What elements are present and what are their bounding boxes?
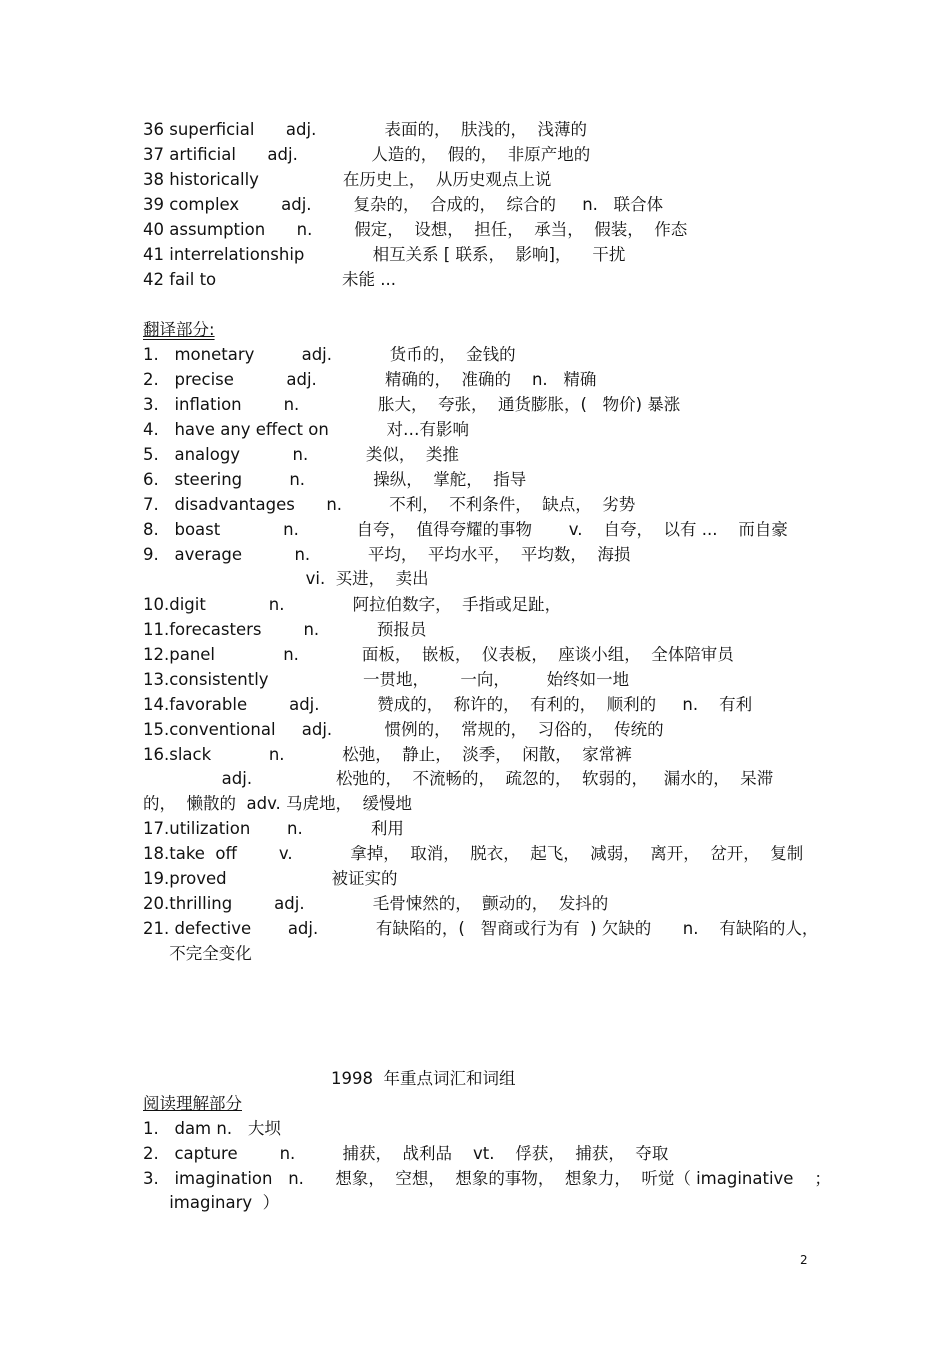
translation-item: 12.panel n. 面板， 嵌板， 仪表板， 座谈小组， 全体陪审员 [143, 645, 734, 664]
vocab-line: 37 artificial adj. 人造的， 假的， 非原产地的 [143, 145, 591, 164]
section-title-1998: 1998 年重点词汇和词组 [331, 1069, 516, 1088]
vocab-line: 42 fail to 未能 ... [143, 270, 396, 289]
vocab-line: 38 historically 在历史上， 从历史观点上说 [143, 170, 552, 189]
translation-item: 15.conventional adj. 惯例的， 常规的， 习俗的， 传统的 [143, 720, 664, 739]
reading-item: 1. dam n. 大坝 [143, 1119, 281, 1138]
translation-heading: 翻译部分: [143, 320, 215, 339]
translation-item-continuation: 不完全变化 [143, 944, 252, 963]
translation-item: 4. have any effect on 对…有影响 [143, 420, 469, 439]
vocab-line: 36 superficial adj. 表面的， 肤浅的， 浅薄的 [143, 120, 587, 139]
vocab-line: 39 complex adj. 复杂的， 合成的， 综合的 n. 联合体 [143, 195, 664, 214]
reading-item: 2. capture n. 捕获， 战利品 vt. 俘获， 捕获， 夺取 [143, 1144, 669, 1163]
translation-item: 18.take off v. 拿掉， 取消， 脱衣， 起飞， 减弱， 离开， 岔开， 复制 [143, 844, 804, 863]
translation-item: 2. precise adj. 精确的， 准确的 n. 精确 [143, 370, 597, 389]
reading-item-continuation: imaginary ） [143, 1193, 280, 1212]
translation-item: 3. inflation n. 胀大， 夸张， 通货膨胀，( 物价) 暴涨 [143, 395, 681, 414]
translation-item: 21. defective adj. 有缺陷的，( 智商或行为有 ) 欠缺的 n. 有缺陷的人， [143, 919, 819, 938]
translation-item: 11.forecasters n. 预报员 [143, 620, 427, 639]
reading-heading: 阅读理解部分 [143, 1094, 242, 1113]
translation-item: 1. monetary adj. 货币的， 金钱的 [143, 345, 516, 364]
translation-item: 5. analogy n. 类似， 类推 [143, 445, 459, 464]
translation-item: 10.digit n. 阿拉伯数字， 手指或足趾， [143, 595, 562, 614]
translation-item-continuation: vi. 买进， 卖出 [143, 569, 429, 588]
translation-item: 8. boast n. 自夸， 值得夸耀的事物 v. 自夸， 以有 ... 而自豪 [143, 520, 788, 539]
reading-item: 3. imagination n. 想象， 空想， 想象的事物， 想象力， 听觉（ imaginative ； [143, 1169, 831, 1188]
page-number: 2 [800, 1253, 808, 1267]
translation-item: 20.thrilling adj. 毛骨悚然的， 颤动的， 发抖的 [143, 894, 609, 913]
vocab-line: 40 assumption n. 假定， 设想， 担任， 承当， 假装， 作态 [143, 220, 688, 239]
translation-item-continuation: adj. 松弛的， 不流畅的， 疏忽的， 软弱的， 漏水的， 呆滞 [143, 769, 774, 788]
translation-item: 16.slack n. 松弛， 静止， 淡季， 闲散， 家常裤 [143, 745, 632, 764]
translation-item-continuation: 的， 懒散的 adv. 马虎地， 缓慢地 [143, 794, 413, 813]
translation-item: 9. average n. 平均， 平均水平， 平均数， 海损 [143, 545, 631, 564]
translation-item: 14.favorable adj. 赞成的， 称许的， 有利的， 顺利的 n. 有利 [143, 695, 753, 714]
vocab-line: 41 interrelationship 相互关系 [ 联系， 影响]， 干扰 [143, 245, 626, 264]
translation-item: 13.consistently 一贯地， 一向， 始终如一地 [143, 670, 630, 689]
translation-item: 19.proved 被证实的 [143, 869, 398, 888]
translation-item: 6. steering n. 操纵， 掌舵， 指导 [143, 470, 527, 489]
translation-item: 17.utilization n. 利用 [143, 819, 404, 838]
translation-item: 7. disadvantages n. 不利， 不利条件， 缺点， 劣势 [143, 495, 636, 514]
